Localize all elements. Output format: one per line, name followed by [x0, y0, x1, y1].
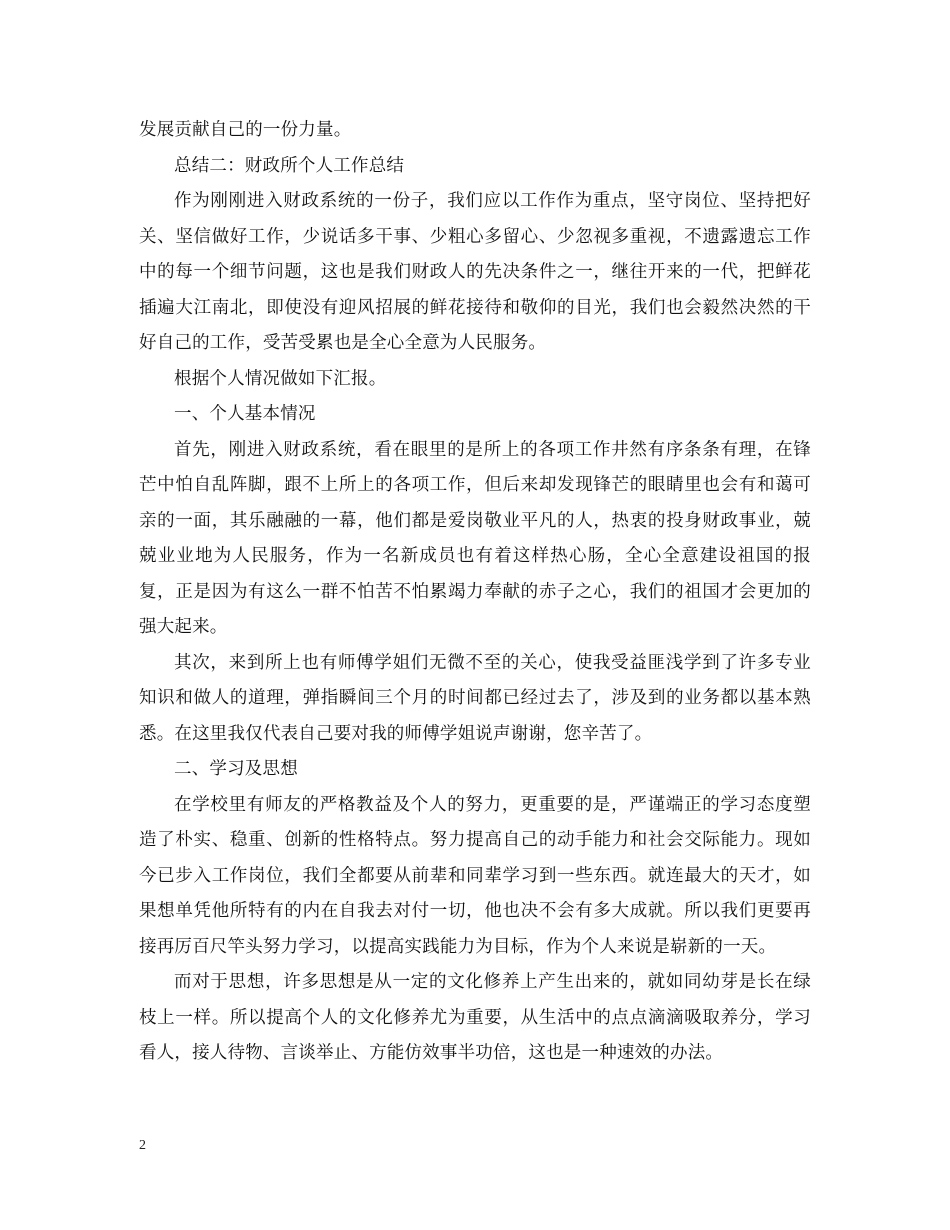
paragraph: 而对于思想，许多思想是从一定的文化修养上产生出来的，就如同幼芽是长在绿枝上一样。所以提高个人的文化修养尤为重要，从生活中的点点滴滴吸取养分，学习看人，接人待物、言谈举止、方能仿效事半功倍，这也是一种速效的办法。 — [139, 972, 811, 1063]
paragraph: 在学校里有师友的严格教益及个人的努力，更重要的是，严谨端正的学习态度塑造了朴实、稳重、创新的性格特点。努力提高自己的动手能力和社会交际能力。现如今已步入工作岗位，我们全都要从前辈和同辈学习到一些东西。就连最大的天才，如果想单凭他所特有的内在自我去对付一切，他也决不会有多大成就。所以我们更要再接再厉百尺竿头努力学习，以提高实践能力为目标，作为个人来说是崭新的一天。 — [139, 794, 811, 957]
paragraph: 其次，来到所上也有师傅学姐们无微不至的关心，使我受益匪浅学到了许多专业知识和做人的道理，弹指瞬间三个月的时间都已经过去了，涉及到的业务都以基本熟悉。在这里我仅代表自己要对我的师傅学姐说声谢谢，您辛苦了。 — [139, 652, 811, 744]
section-heading: 二、学习及思想 — [174, 759, 298, 779]
section-heading: 一、个人基本情况 — [174, 404, 316, 424]
paragraph: 发展贡献自己的一份力量。 — [139, 120, 352, 140]
paragraph: 根据个人情况做如下汇报。 — [174, 368, 387, 389]
paragraph: 首先，刚进入财政系统，看在眼里的是所上的各项工作井然有序条条有理，在锋芒中怕自乱阵脚，跟不上所上的各项工作，但后来却发现锋芒的眼睛里也会有和蔼可亲的一面，其乐融融的一幕，他们都是爱岗敬业平凡的人，热衷的投身财政事业，兢兢业业地为人民服务，作为一名新成员也有着这样热心肠，全心全意建设祖国的报复，正是因为有这么一群不怕苦不怕累竭力奉献的赤子之心，我们的祖国才会更加的强大起来。 — [139, 439, 811, 637]
page-number: 2 — [139, 1138, 146, 1153]
section-heading: 总结二：财政所个人工作总结 — [174, 155, 405, 176]
paragraph: 作为刚刚进入财政系统的一份子，我们应以工作作为重点，坚守岗位、坚持把好关、坚信做好工作，少说话多干事、少粗心多留心、少忽视多重视，不遗露遗忘工作中的每一个细节问题，这也是我们财政人的先决条件之一，继往开来的一代，把鲜花插遍大江南北，即使没有迎风招展的鲜花接待和敬仰的目光，我们也会毅然决然的干好自己的工作，受苦受累也是全心全意为人民服务。 — [139, 191, 811, 353]
document-body — [139, 113, 811, 1072]
